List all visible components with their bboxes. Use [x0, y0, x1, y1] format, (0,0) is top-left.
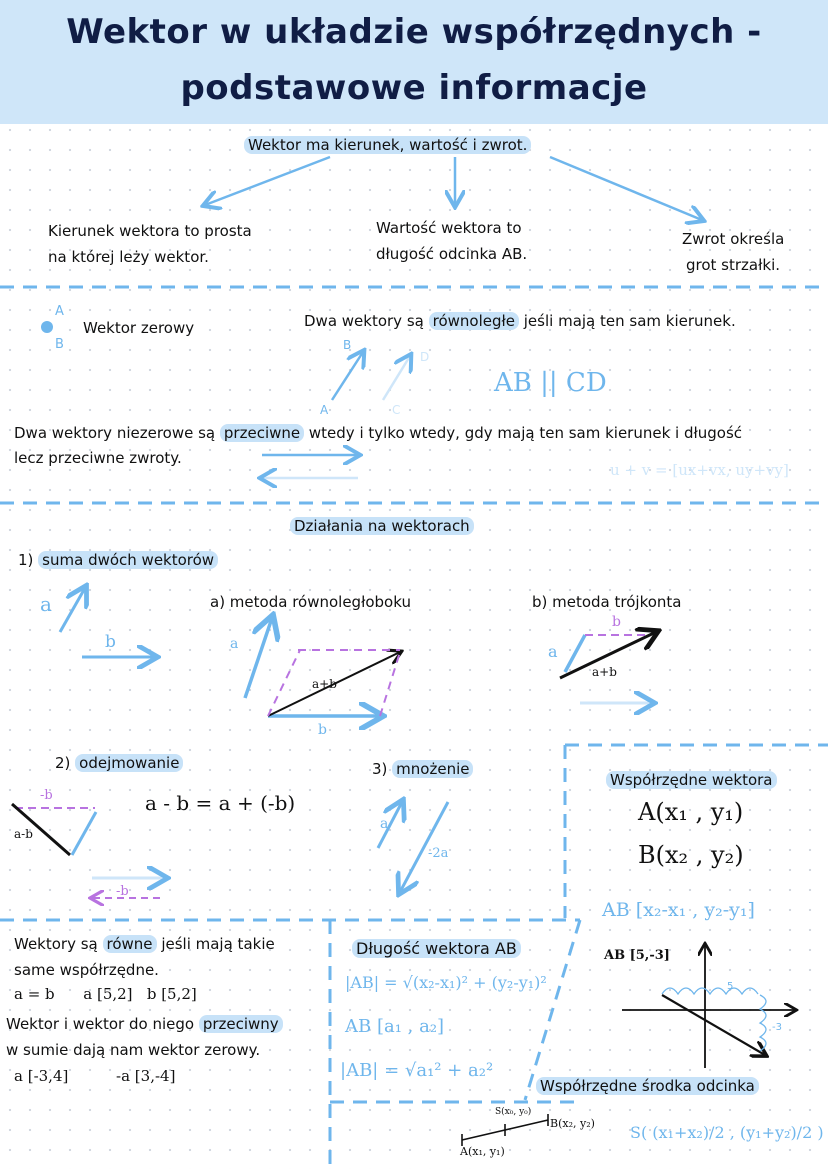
graph-x-label: 5: [727, 981, 734, 992]
opposite-sum-example: a [-3,4] -a [3,-4]: [14, 1067, 176, 1085]
length-formula-1: |AB| = √(x₂-x₁)² + (y₂-y₁)²: [345, 973, 547, 992]
parallelogram-diagram: [245, 618, 400, 716]
multiplication-label: 3) mnożenie: [372, 757, 473, 781]
parallel-vectors: [332, 352, 410, 400]
parallelogram-a-label: a: [230, 636, 239, 652]
parallelogram-sum-label: a+b: [312, 677, 337, 691]
sense-line-1: Zwrot określa: [682, 230, 785, 248]
title-line-2: podstawowe informacje: [180, 68, 648, 108]
multiplication-a-label: a: [380, 816, 389, 832]
intro-arrows: [205, 157, 702, 220]
parallel-formula: AB || CD: [494, 368, 607, 398]
opposite-vectors: [262, 455, 358, 478]
title-line-1: Wektor w układzie współrzędnych -: [66, 12, 762, 52]
length-heading: Długość wektora AB: [352, 937, 521, 961]
subtraction-neg-b-2: -b: [116, 884, 129, 899]
midpoint-formula: S( (x₁+x₂)/2 , (y₁+y₂)/2 ): [630, 1123, 824, 1142]
vector-sum-formula: u + v = [ux+vx, uy+vy]: [610, 461, 789, 479]
length-formula-3: |AB| = √a₁² + a₂²: [340, 1060, 494, 1081]
subtraction-diff: a-b: [14, 827, 33, 841]
operations-heading: Działania na wektorach: [290, 514, 474, 538]
triangle-b-label: b: [612, 614, 621, 630]
coordinates-vector: AB [x₂-x₁ , y₂-y₁]: [602, 899, 755, 921]
opposite-sum-1: Wektor i wektor do niego przeciwny: [6, 1012, 283, 1036]
opposite-definition-1: Dwa wektory niezerowe są przeciwne wtedy i tylko wtedy, gdy mają ten sam kierunek i długość: [14, 424, 743, 442]
opposite-sum-2: w sumie dają nam wektor zerowy.: [6, 1041, 261, 1059]
value-line-1: Wartość wektora to: [376, 219, 522, 237]
triangle-sum-label: a+b: [592, 665, 617, 679]
coordinates-example: AB [5,-3]: [604, 948, 670, 963]
zero-vector-label: Wektor zerowy: [83, 319, 195, 337]
intro-heading: Wektor ma kierunek, wartość i zwrot.: [244, 133, 531, 157]
parallel-label-c: C: [392, 403, 401, 417]
equal-definition-2: same współrzędne.: [14, 961, 159, 979]
midpoint-point-a: A(x₁, y₁): [460, 1145, 505, 1158]
equal-example: a = b a [5,2] b [5,2]: [14, 985, 197, 1003]
opposite-definition-2: lecz przeciwne zwroty.: [14, 449, 182, 467]
midpoint-point-s: S(x₀, y₀): [495, 1107, 532, 1117]
parallelogram-b-label: b: [318, 722, 327, 738]
subtraction-diagram: [12, 804, 165, 898]
midpoint-point-b: B(x₂, y₂): [550, 1117, 595, 1130]
parallel-label-a: A: [320, 403, 329, 417]
triangle-method: b) metoda trójkonta: [532, 593, 682, 611]
triangle-a-label: a: [548, 642, 558, 661]
direction-line-1: Kierunek wektora to prosta: [48, 222, 252, 240]
zero-point-a: A: [55, 304, 64, 319]
midpoint-heading: Współrzędne środka odcinka: [536, 1074, 759, 1098]
subtraction-neg-b: -b: [40, 788, 53, 803]
sum-label: 1) suma dwóch wektorów: [18, 548, 218, 572]
graph-y-label: -3: [772, 1022, 782, 1033]
zero-point-b: B: [55, 337, 64, 352]
sum-vec-b-label: b: [105, 632, 116, 652]
parallel-label-b: B: [343, 338, 352, 352]
coordinates-heading: Współrzędne wektora: [606, 768, 777, 792]
equal-definition-1: Wektory są równe jeśli mają takie: [14, 935, 275, 953]
coordinates-point-a: A(x₁ , y₁): [638, 798, 744, 826]
zero-vector-point: [41, 321, 53, 333]
parallel-definition: Dwa wektory są równoległe jeśli mają ten sam kierunek.: [304, 312, 736, 330]
direction-line-2: na której leży wektor.: [48, 248, 209, 266]
subtraction-label: 2) odejmowanie: [55, 751, 183, 775]
parallel-label-d: D: [420, 350, 430, 364]
sum-vec-a-label: a: [40, 592, 52, 616]
value-line-2: długość odcinka AB.: [376, 245, 528, 263]
coordinates-point-b: B(x₂ , y₂): [638, 841, 744, 869]
sense-line-2: grot strzałki.: [686, 256, 780, 274]
multiplication-scaled-label: -2a: [428, 846, 449, 861]
length-formula-2: AB [a₁ , a₂]: [345, 1016, 445, 1037]
subtraction-formula: a - b = a + (-b): [145, 791, 296, 815]
parallelogram-method: a) metoda równoległoboku: [210, 593, 411, 611]
